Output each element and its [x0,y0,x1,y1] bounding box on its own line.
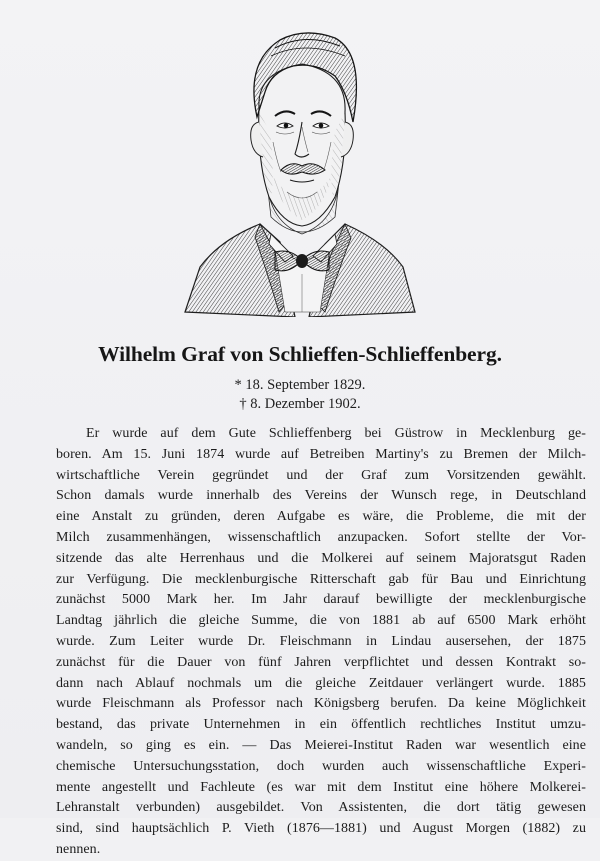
biography-text [56,424,586,861]
text-line: wurde. Zum Leiter wurde Dr. Fleischmann in Lindau ausersehen, der 1875 [56,633,586,649]
text-line: zunächst 5000 Mark her. Im Jahr darauf bewilligte der mecklenburgische [56,592,586,608]
text-line: sitzende das alte Herrenhaus und die Molkerei auf seinem Majoratsgut Raden [56,550,586,566]
page-title: Wilhelm Graf von Schlieffen-Schlieffenberg. [98,342,502,366]
text-line: Lehranstalt verbunden) ausgebildet. Von Assistenten, die dort tätig gewesen [56,800,586,816]
text-line: nennen. [56,841,101,857]
birth-date: * 18. September 1829. [234,377,366,393]
text-line: zunächst für die Dauer von fünf Jahren verpflichtet und dessen Kontrakt so- [56,654,586,670]
text-line: Schon damals wurde innerhalb des Vereins der Wunsch rege, in Deutschland [56,488,586,504]
text-line: wurde Fleischmann als Professor nach Königsberg berufen. Da keine Möglichkeit [56,696,586,712]
text-line: eine Anstalt zu gründen, deren Aufgabe es wäre, die Probleme, die mit der [56,509,586,525]
text-line: Landtag jährlich die gleiche Summe, die von 1881 ab auf 6500 Mark erhöht [56,613,586,629]
text-line: zur Verfügung. Die mecklenburgische Ritterschaft gab für Bau und Einrichtung [56,571,586,587]
text-line: Er wurde auf dem Gute Schlieffenberg bei Güstrow in Mecklenburg ge- [86,426,586,441]
portrait-engraving [175,12,425,317]
text-line: sind, sind hauptsächlich P. Vieth (1876—1881) und August Morgen (1882) zu [56,821,586,837]
mustache [281,164,325,174]
text-line: wirtschaftliche Verein gegründet und der Graf zum Vorsitzenden gewählt. [56,467,586,483]
text-line: boren. Am 15. Juni 1874 wurde auf Betreiben Martiny's zu Bremen der Milch- [56,446,586,462]
text-line: mente angestellt und Fachleute (es war mit dem Institut eine höhere Molkerei- [56,779,586,795]
text-line: chemische Untersuchungsstation, doch wurden auch wissenschaftliche Experi- [56,758,586,774]
death-date: † 8. Dezember 1902. [239,396,361,412]
text-line: dann nach Ablauf nochmals um die gleiche Zeitdauer verlängert wurde. 1885 [56,675,586,691]
text-line: bestand, das private Unternehmen in ein öffentlich rechtliches Institut umzu- [56,717,586,733]
text-line: Milch zusammenhängen, wissenschaftlich anzupacken. Sofort stellte der Vor- [56,529,586,545]
text-line: wandeln, so ging es ein. — Das Meierei-Institut Raden war wesentlich eine [56,737,586,753]
